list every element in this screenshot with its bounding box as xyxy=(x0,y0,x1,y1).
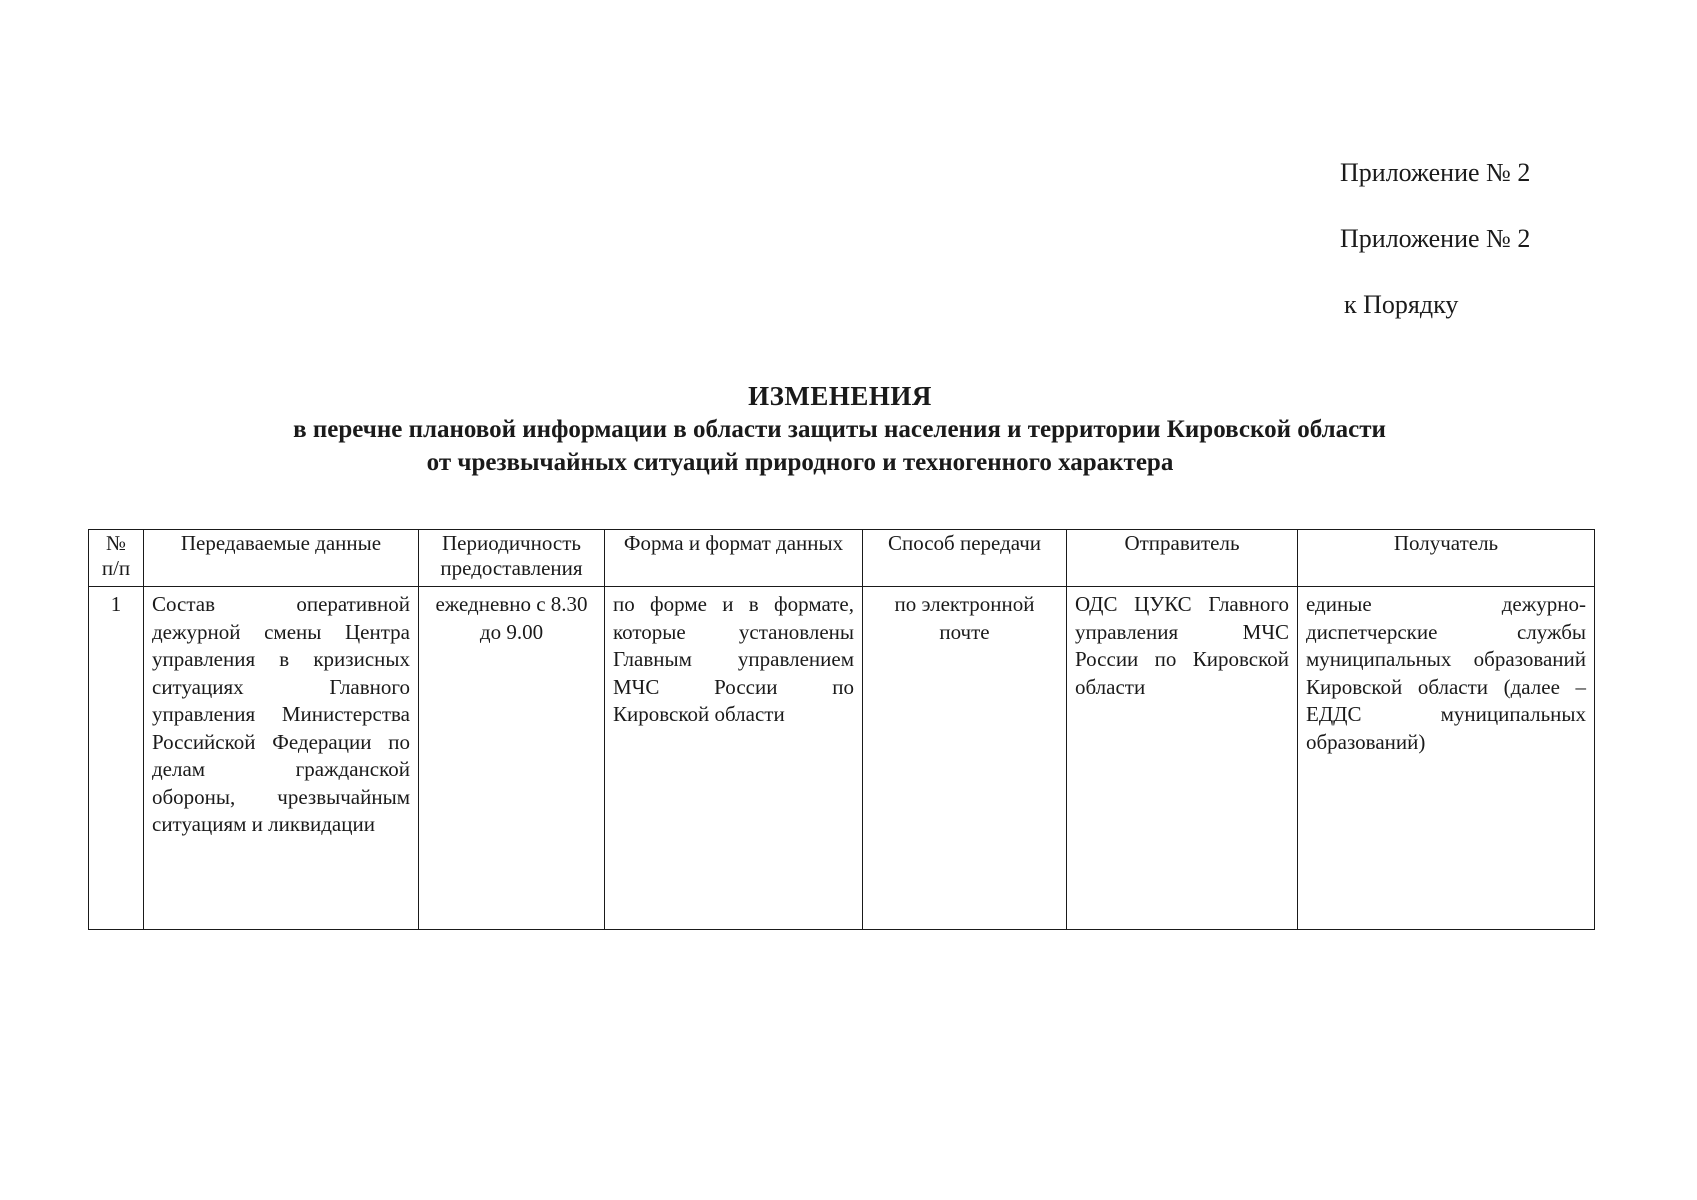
cell-method: по электронной почте xyxy=(863,587,1067,930)
cell-receiver: единые дежурно-диспетчерские службы муниципальных образований Кировской области (далее – ЕДДС муниципальных образований) xyxy=(1298,587,1595,930)
table-row xyxy=(89,587,1595,930)
header-sender: Отправитель xyxy=(1067,530,1298,587)
table-header-row xyxy=(89,530,1595,587)
appendix-label-repeat: Приложение № 2 xyxy=(1340,224,1531,253)
header-receiver: Получатель xyxy=(1298,530,1595,587)
appendix-label: Приложение № 2 xyxy=(1340,158,1531,187)
header-data: Передаваемые данные xyxy=(144,530,419,587)
cell-format: по форме и в формате, которые установлены Главным управлением МЧС России по Кировской области xyxy=(605,587,863,930)
cell-period: ежедневно с 8.30 до 9.00 xyxy=(419,587,605,930)
cell-sender: ОДС ЦУКС Главного управления МЧС России по Кировской области xyxy=(1067,587,1298,930)
header-period: Периодичность предоставления xyxy=(419,530,605,587)
header-number: № п/п xyxy=(89,530,144,587)
document-title xyxy=(150,380,1530,479)
title-main: ИЗМЕНЕНИЯ xyxy=(748,381,932,411)
header-method: Способ передачи xyxy=(863,530,1067,587)
title-line-2: в перечне плановой информации в области защиты населения и территории Кировской области xyxy=(293,416,1386,443)
changes-table xyxy=(88,529,1595,930)
cell-number: 1 xyxy=(89,587,144,930)
cell-data: Состав оперативной дежурной смены Центра управления в кризисных ситуациях Главного управления Министерства Российской Федерации по делам гражданской обороны, чрезвычайным ситуациям и ликвидации xyxy=(144,587,419,930)
appendix-to-procedure: к Порядку xyxy=(1344,290,1459,319)
title-line-3: от чрезвычайных ситуаций природного и техногенного характера xyxy=(426,449,1174,476)
header-format: Форма и формат данных xyxy=(605,530,863,587)
